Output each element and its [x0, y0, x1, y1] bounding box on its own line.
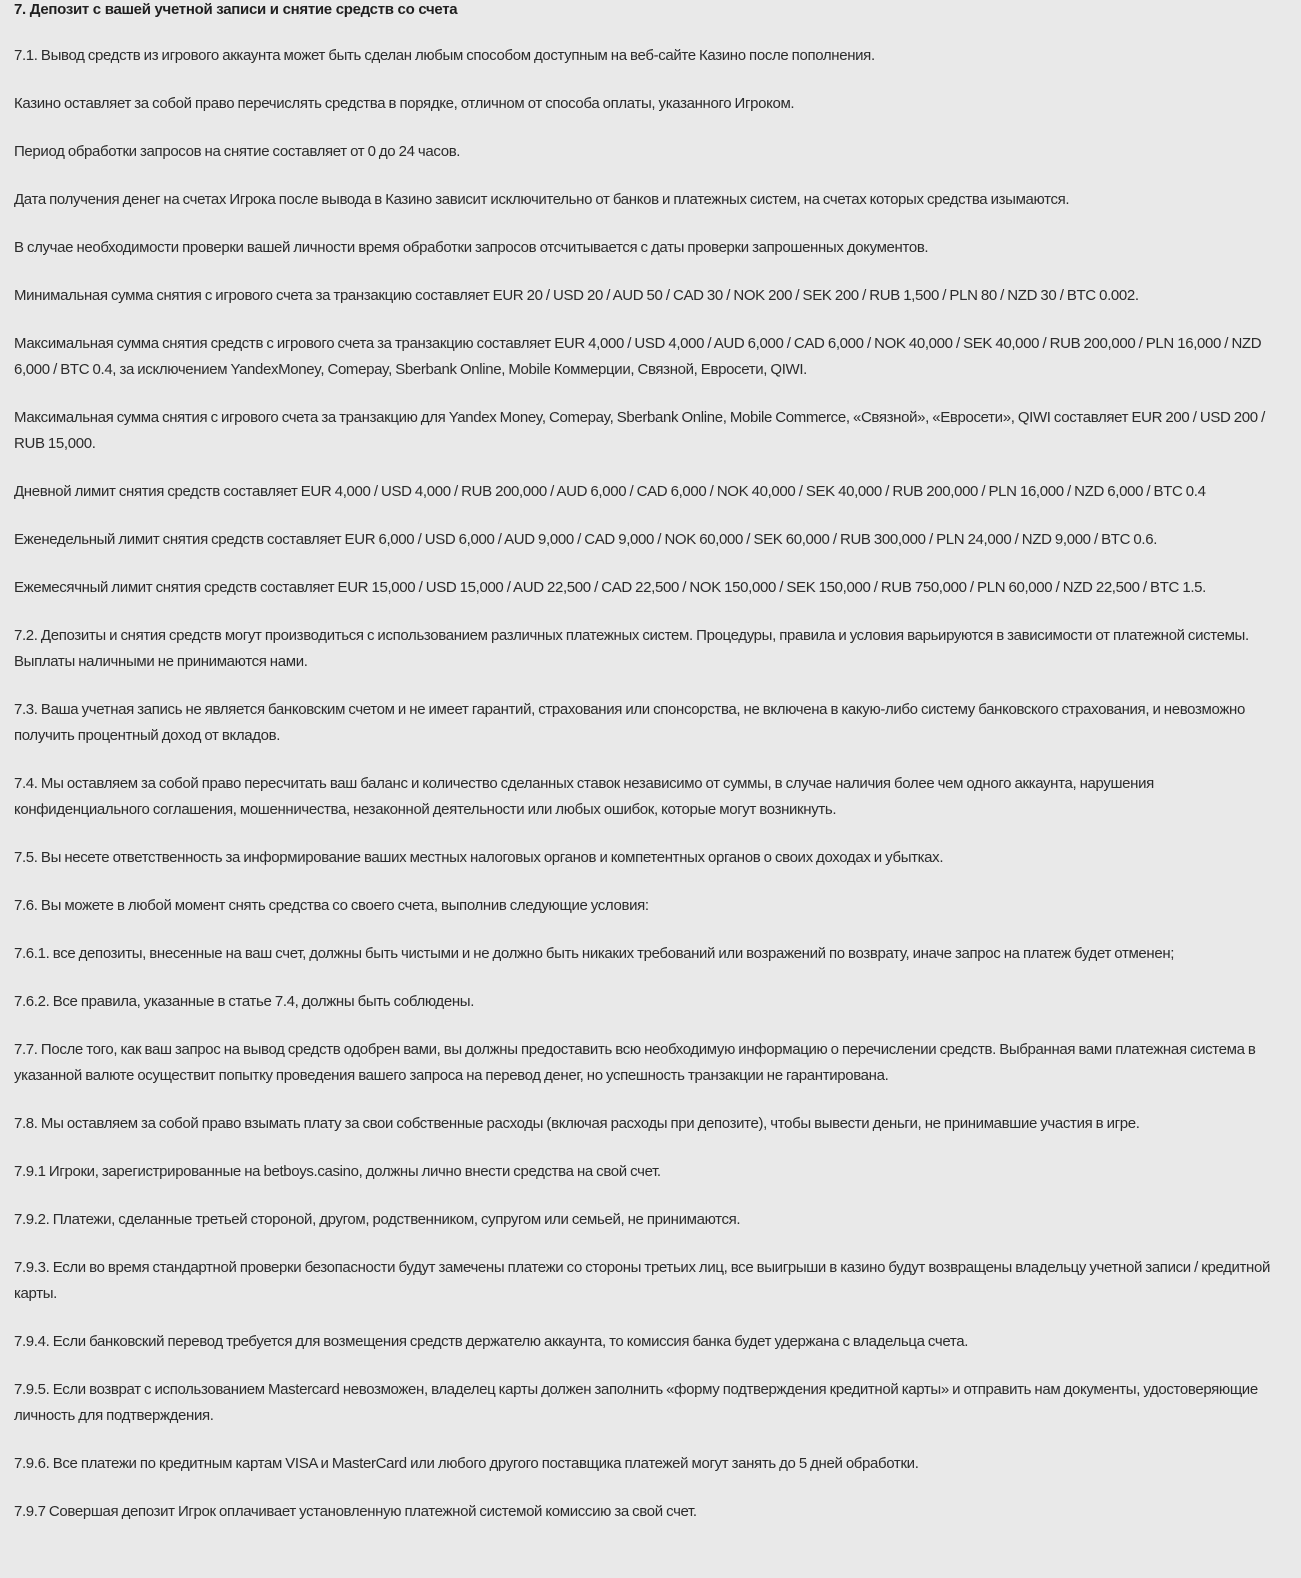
- paragraph: 7.9.1 Игроки, зарегистрированные на betboys.casino, должны лично внести средства на свой счет.: [14, 1163, 661, 1180]
- paragraph-gap: [14, 457, 1271, 479]
- paragraph-gap: [14, 165, 1271, 187]
- paragraph: 7.7. После того, как ваш запрос на вывод средств одобрен вами, вы должны предоставить всю необходимую информацию о перечислении средств. Выбранная вами платежная система в указанной валюте осуществит попытку проведения вашего запроса на перевод денег, но успешность транзакции не гарантирована.: [14, 1041, 1256, 1084]
- paragraph-gap: [14, 967, 1271, 989]
- paragraph: 7.6.2. Все правила, указанные в статье 7.4, должны быть соблюдены.: [14, 993, 475, 1010]
- paragraph: Минимальная сумма снятия с игрового счета за транзакцию составляет EUR 20 / USD 20 / AUD 50 / CAD 30 / NOK 200 / SEK 200 / RUB 1,500 / PLN 80 / NZD 30 / BTC 0.002.: [14, 287, 1139, 304]
- paragraph-gap: [14, 505, 1271, 527]
- paragraph-gap: [14, 213, 1271, 235]
- paragraph-gap: [14, 871, 1271, 893]
- paragraph-gap: [14, 383, 1271, 405]
- paragraph: 7.9.6. Все платежи по кредитным картам VISA и MasterCard или любого другого поставщика платежей могут занять до 5 дней обработки.: [14, 1455, 919, 1472]
- paragraph: Максимальная сумма снятия средств с игрового счета за транзакцию составляет EUR 4,000 / USD 4,000 / AUD 6,000 / CAD 6,000 / NOK 40,000 / SEK 40,000 / RUB 200,000 / PLN 16,000 / NZD 6,000 / BTC 0.4, за исключением YandexMoney, Comepay, Sberbank Online, Mobile Коммерции, Связной, Евросети, QIWI.: [14, 335, 1262, 378]
- paragraph-gap: [14, 309, 1271, 331]
- paragraph-gap: [14, 69, 1271, 91]
- paragraph: В случае необходимости проверки вашей личности время обработки запросов отсчитывается с даты проверки запрошенных документов.: [14, 239, 929, 256]
- spacer: [14, 20, 1271, 43]
- paragraph-gap: [14, 919, 1271, 941]
- paragraph-gap: [14, 1015, 1271, 1037]
- paragraph-gap: [14, 261, 1271, 283]
- paragraph: Дневной лимит снятия средств составляет EUR 4,000 / USD 4,000 / RUB 200,000 / AUD 6,000 / CAD 6,000 / NOK 40,000 / SEK 40,000 / RUB 200,000 / PLN 16,000 / NZD 6,000 / BTC 0.4: [14, 483, 1206, 500]
- paragraph-gap: [14, 601, 1271, 623]
- paragraph-gap: [14, 1429, 1271, 1451]
- paragraph: 7.9.5. Если возврат с использованием Mastercard невозможен, владелец карты должен заполнить «форму подтверждения кредитной карты» и отправить нам документы, удостоверяющие личность для подтверждения.: [14, 1381, 1258, 1424]
- paragraph-list: [14, 43, 1271, 1525]
- paragraph-gap: [14, 553, 1271, 575]
- paragraph: Еженедельный лимит снятия средств составляет EUR 6,000 / USD 6,000 / AUD 9,000 / CAD 9,000 / NOK 60,000 / SEK 60,000 / RUB 300,000 / PLN 24,000 / NZD 9,000 / BTC 0.6.: [14, 531, 1158, 548]
- paragraph: 7.9.2. Платежи, сделанные третьей стороной, другом, родственником, супругом или семьей, не принимаются.: [14, 1211, 741, 1228]
- paragraph-gap: [14, 1307, 1271, 1329]
- paragraph-gap: [14, 1233, 1271, 1255]
- paragraph-gap: [14, 823, 1271, 845]
- paragraph-gap: [14, 117, 1271, 139]
- paragraph-gap: [14, 675, 1271, 697]
- paragraph-gap: [14, 1137, 1271, 1159]
- paragraph: 7.9.4. Если банковский перевод требуется для возмещения средств держателю аккаунта, то комиссия банка будет удержана с владельца счета.: [14, 1333, 969, 1350]
- paragraph: 7.9.3. Если во время стандартной проверки безопасности будут замечены платежи со стороны третьих лиц, все выигрыши в казино будут возвращены владельцу учетной записи / кредитной карты.: [14, 1259, 1271, 1302]
- paragraph: 7.4. Мы оставляем за собой право пересчитать ваш баланс и количество сделанных ставок независимо от суммы, в случае наличия более чем одного аккаунта, нарушения конфиденциального соглашения, мошенничества, незаконной деятельности или любых ошибок, которые могут возникнуть.: [14, 775, 1154, 818]
- paragraph: Ежемесячный лимит снятия средств составляет EUR 15,000 / USD 15,000 / AUD 22,500 / CAD 22,500 / NOK 150,000 / SEK 150,000 / RUB 750,000 / PLN 60,000 / NZD 22,500 / BTC 1.5.: [14, 579, 1206, 596]
- paragraph: 7.6. Вы можете в любой момент снять средства со своего счета, выполнив следующие условия:: [14, 897, 649, 914]
- paragraph-gap: [14, 1185, 1271, 1207]
- paragraph: 7.3. Ваша учетная запись не является банковским счетом и не имеет гарантий, страхования или спонсорства, не включена в какую-либо систему банковского страхования, и невозможно получить процентный доход от вкладов.: [14, 701, 1245, 744]
- paragraph: Казино оставляет за собой право перечислять средства в порядке, отличном от способа оплаты, указанного Игроком.: [14, 95, 795, 112]
- section-title: 7. Депозит с вашей учетной записи и снятие средств со счета: [14, 1, 458, 18]
- paragraph: 7.8. Мы оставляем за собой право взымать плату за свои собственные расходы (включая расходы при депозите), чтобы вывести деньги, не принимавшие участия в игре.: [14, 1115, 1140, 1132]
- paragraph: Дата получения денег на счетах Игрока после вывода в Казино зависит исключительно от банков и платежных систем, на счетах которых средства изымаются.: [14, 191, 1070, 208]
- paragraph: Период обработки запросов на снятие составляет от 0 до 24 часов.: [14, 143, 461, 160]
- paragraph: 7.5. Вы несете ответственность за информирование ваших местных налоговых органов и компетентных органов о своих доходах и убытках.: [14, 849, 944, 866]
- paragraph-gap: [14, 1355, 1271, 1377]
- paragraph: 7.9.7 Совершая депозит Игрок оплачивает установленную платежной системой комиссию за свой счет.: [14, 1503, 697, 1520]
- paragraph: 7.2. Депозиты и снятия средств могут производиться с использованием различных платежных систем. Процедуры, правила и условия варьируются в зависимости от платежной системы. Выплаты наличными не принимаются нами.: [14, 627, 1249, 670]
- paragraph: Максимальная сумма снятия с игрового счета за транзакцию для Yandex Money, Comepay, Sberbank Online, Mobile Commerce, «Связной», «Евросети», QIWI составляет EUR 200 / USD 200 / RUB 15,000.: [14, 409, 1265, 452]
- paragraph-gap: [14, 1089, 1271, 1111]
- paragraph: 7.6.1. все депозиты, внесенные на ваш счет, должны быть чистыми и не должно быть никаких требований или возражений по возврату, иначе запрос на платеж будет отменен;: [14, 945, 1175, 962]
- paragraph-gap: [14, 1477, 1271, 1499]
- paragraph: 7.1. Вывод средств из игрового аккаунта может быть сделан любым способом доступным на веб-сайте Казино после пополнения.: [14, 47, 875, 64]
- paragraph-gap: [14, 749, 1271, 771]
